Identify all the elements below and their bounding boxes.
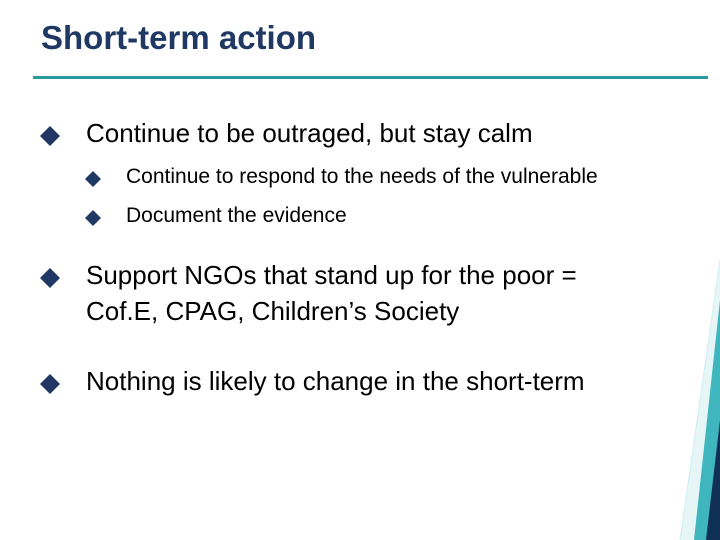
title-underline: [33, 76, 708, 79]
bullet-text: Continue to be outraged, but stay calm: [86, 118, 533, 148]
diamond-bullet-icon: [85, 210, 101, 226]
corner-decoration: [660, 240, 720, 540]
diamond-bullet-icon: [40, 126, 60, 146]
slide-title: Short-term action: [41, 19, 317, 56]
bullet-text: Nothing is likely to change in the short-term: [86, 366, 585, 396]
diamond-bullet-icon: [40, 268, 60, 288]
diamond-bullet-icon: [40, 374, 60, 394]
bullet-text-line-1: Support NGOs that stand up for the poor =: [86, 260, 577, 290]
sub-bullet-text: Document the evidence: [126, 204, 347, 227]
bullet-text-line-2: Cof.E, CPAG, Children’s Society: [86, 296, 460, 326]
diamond-bullet-icon: [85, 171, 101, 187]
sub-bullet-text: Continue to respond to the needs of the vulnerable: [126, 165, 598, 188]
